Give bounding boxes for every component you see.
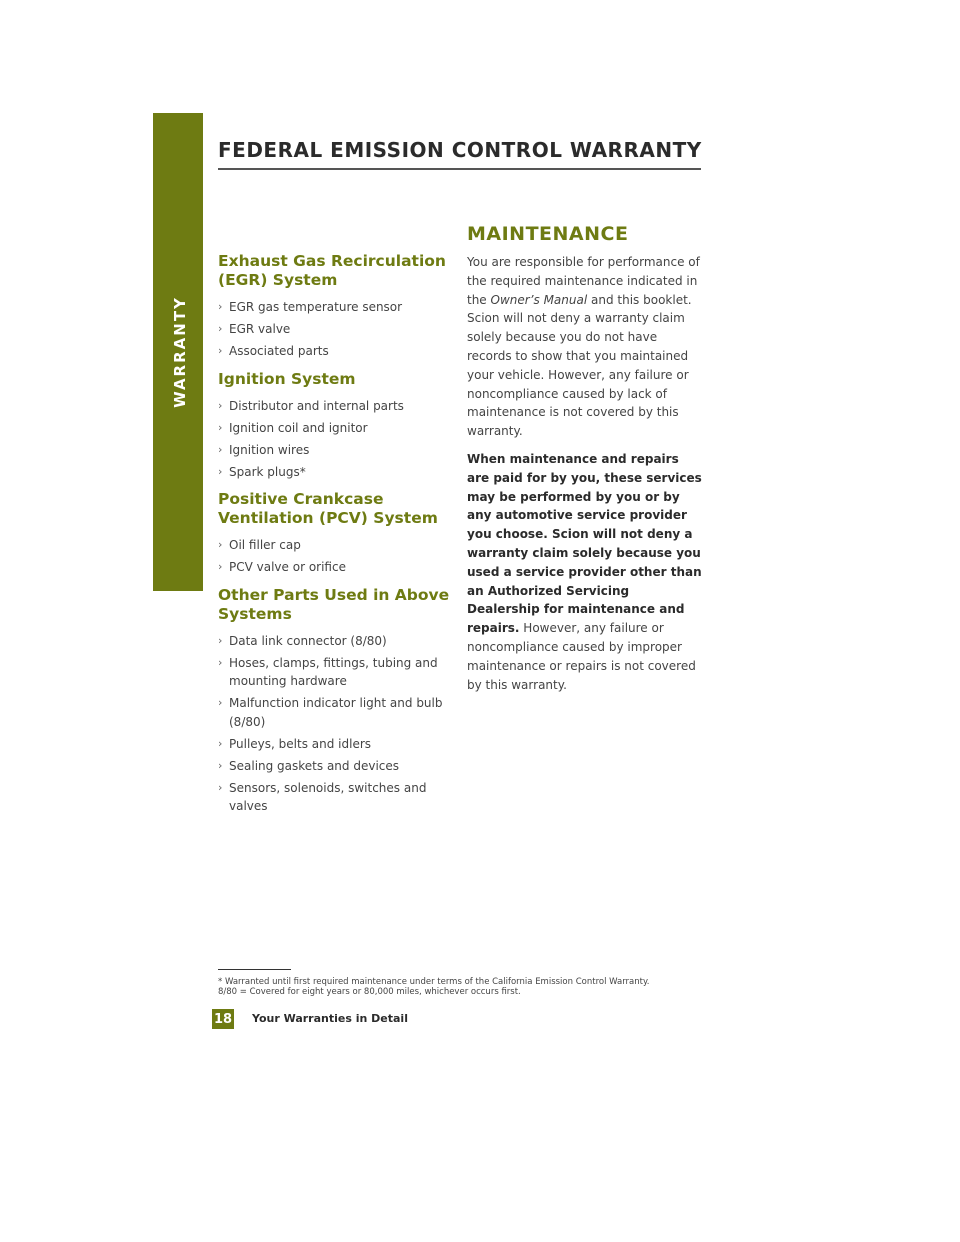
- maintenance-paragraph-1: You are responsible for performance of the required maintenance indicated in the Owner’s Manual and this booklet. Scion will not deny a warranty claim solely because you do not have records to show that you maintained your vehicle. However, any failure or noncompliance caused by lack of maintenance is not covered by this warranty.: [467, 255, 700, 439]
- chevron-right-icon: ›: [218, 538, 223, 551]
- chevron-right-icon: ›: [218, 655, 223, 669]
- heading-line: (EGR) System: [218, 271, 338, 289]
- heading-line: Ventilation (PCV) System: [218, 509, 438, 527]
- list-item: › PCV valve or orifice: [218, 558, 450, 577]
- egr-parts-list: [218, 298, 450, 361]
- chevron-right-icon: ›: [218, 780, 223, 794]
- chevron-right-icon: ›: [218, 696, 223, 709]
- chevron-right-icon: ›: [218, 442, 223, 456]
- heading-line: Systems: [218, 604, 292, 623]
- footnote-rule: [218, 969, 291, 970]
- list-item: › Distributor and internal parts: [218, 397, 450, 416]
- chevron-right-icon: ›: [218, 633, 223, 647]
- heading-line: Ignition System: [218, 369, 356, 388]
- footnote-asterisk: * Warranted until first required maintenance under terms of the California Emission Control Warranty.: [218, 977, 650, 987]
- list-item: › Associated parts: [218, 342, 450, 361]
- left-column: [218, 252, 450, 825]
- list-item: › Oil filler cap: [218, 536, 450, 555]
- chevron-right-icon: ›: [218, 300, 223, 313]
- list-item: › Malfunction indicator light and bulb (8/80): [218, 696, 443, 729]
- list-item: › Data link connector (8/80): [218, 632, 450, 651]
- list-item: › Ignition coil and ignitor: [218, 419, 450, 438]
- list-item: › Ignition wires: [218, 441, 450, 460]
- ignition-parts-list: [218, 397, 450, 482]
- list-item: › Spark plugs*: [218, 463, 450, 482]
- heading-line: Exhaust Gas Recirculation: [218, 252, 446, 270]
- other-parts-list: [218, 632, 450, 816]
- list-item: › Hoses, clamps, fittings, tubing and mounting hardware: [218, 655, 438, 688]
- footnotes: [218, 977, 718, 997]
- chevron-right-icon: ›: [218, 758, 223, 772]
- chevron-right-icon: ›: [218, 560, 223, 573]
- maintenance-paragraph-2: When maintenance and repairs are paid for by you, these services may be performed by you or by any automotive service provider you choose. Scion will not deny a warranty claim solely because you used a service provider other than an Authorized Servicing Dealership for maintenance and repairs. However, any failure or noncompliance caused by improper maintenance or repairs is not covered by this warranty.: [467, 451, 702, 692]
- list-item: › EGR valve: [218, 320, 450, 339]
- right-column: [467, 223, 703, 703]
- section-heading-ignition: [218, 370, 450, 389]
- heading-line: Other Parts Used in Above: [218, 585, 450, 604]
- chevron-right-icon: ›: [218, 344, 223, 357]
- list-item: › Sealing gaskets and devices: [218, 757, 450, 776]
- list-item: › Pulleys, belts and idlers: [218, 735, 450, 754]
- section-heading-other-parts: [218, 586, 450, 624]
- chevron-right-icon: ›: [218, 322, 223, 335]
- title-rule: [218, 168, 701, 170]
- chevron-right-icon: ›: [218, 420, 223, 434]
- page-number: 18: [212, 1009, 234, 1029]
- chevron-right-icon: ›: [218, 736, 223, 750]
- footnote-8-80: 8/80 = Covered for eight years or 80,000 miles, whichever occurs first.: [218, 987, 521, 997]
- list-item: › EGR gas temperature sensor: [218, 298, 450, 317]
- footer-label: Your Warranties in Detail: [252, 1012, 408, 1025]
- maintenance-heading: MAINTENANCE: [467, 223, 629, 245]
- section-heading-egr: [218, 252, 450, 290]
- heading-line: Positive Crankcase: [218, 490, 384, 508]
- sidebar-label: WARRANTY: [171, 296, 189, 408]
- chevron-right-icon: ›: [218, 398, 223, 412]
- pcv-parts-list: [218, 536, 450, 577]
- chevron-right-icon: ›: [218, 464, 223, 478]
- section-heading-pcv: [218, 490, 450, 528]
- page-title: FEDERAL EMISSION CONTROL WARRANTY: [218, 138, 702, 162]
- list-item: › Sensors, solenoids, switches and valves: [218, 780, 427, 813]
